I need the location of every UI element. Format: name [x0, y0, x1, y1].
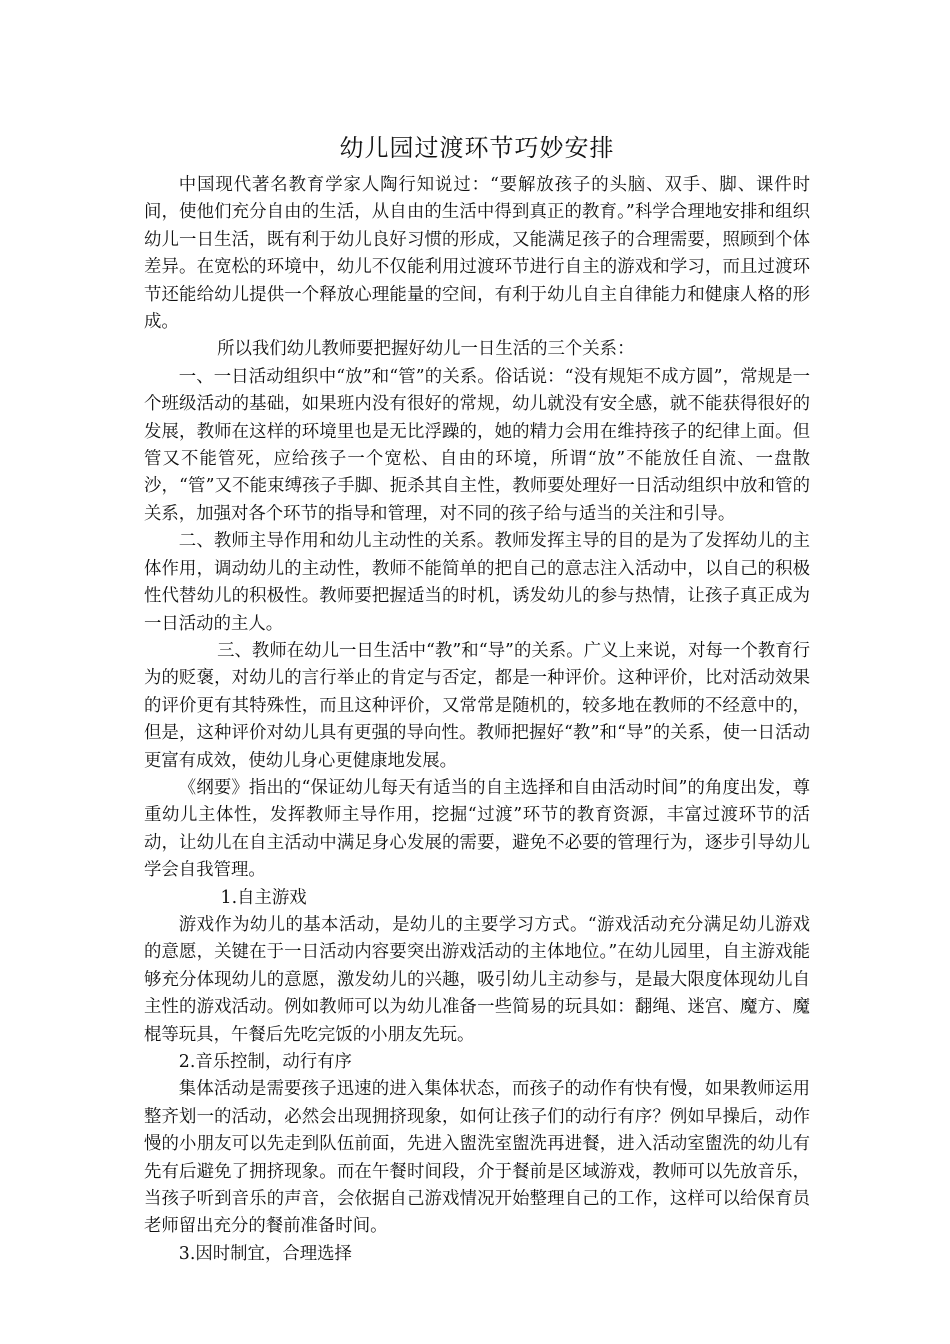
section-heading-2: 2.音乐控制，动行有序	[178, 1052, 352, 1072]
document-page	[144, 128, 810, 1268]
relation-one-paragraph: 一、一日活动组织中“放”和“管”的关系。俗话说：“没有规矩不成方圆”，常规是一个班级活动的基础，如果班内没有很好的常规，幼儿就没有安全感，就不能获得很好的发展，教师在这样的环境里也是无比浮躁的，她的精力会用在维持孩子的纪律上面。但管又不能管死，应给孩子一个宽松、自由的环境，所谓“放”不能放任自流、一盘散沙，“管”又不能束缚孩子手脚、扼杀其自主性，教师要处理好一日活动组织中放和管的关系，加强对各个环节的指导和管理，对不同的孩子给与适当的关注和引导。	[144, 366, 810, 524]
section-heading-3: 3.因时制宜，合理选择	[178, 1243, 352, 1264]
intro-paragraph: 中国现代著名教育学家人陶行知说过：“要解放孩子的头脑、双手、脚、课件时间，使他们充分自由的生活，从自由的生活中得到真正的教育。”科学合理地安排和组织幼儿一日生活，既有利于幼儿良好习惯的形成，又能满足孩子的合理需要，照顾到个体差异。在宽松的环境中，幼儿不仅能利用过渡环节进行自主的游戏和学习，而且过渡环节还能给幼儿提供一个释放心理能量的空间，有利于幼儿自主自律能力和健康人格的形成。	[144, 175, 810, 333]
outline-paragraph: 《纲要》指出的“保证幼儿每天有适当的自主选择和自由活动时间”的角度出发，尊重幼儿主体性，发挥教师主导作用，挖掘“过渡”环节的教育资源，丰富过渡环节的活动，让幼儿在自主活动中满足身心发展的需要，避免不必要的管理行为，逐步引导幼儿学会自我管理。	[144, 777, 810, 881]
section-1-paragraph: 游戏作为幼儿的基本活动，是幼儿的主要学习方式。“游戏活动充分满足幼儿游戏的意愿，关键在于一日活动内容要突出游戏活动的主体地位。”在幼儿园里，自主游戏能够充分体现幼儿的意愿，激发幼儿的兴趣，吸引幼儿主动参与，是最大限度体现幼儿自主性的游戏活动。例如教师可以为幼儿准备一些简易的玩具如：翻绳、迷宫、魔方、魔棍等玩具，午餐后先吃完饭的小朋友先玩。	[144, 914, 810, 1045]
section-2-paragraph: 集体活动是需要孩子迅速的进入集体状态，而孩子的动作有快有慢，如果教师运用整齐划一的活动，必然会出现拥挤现象，如何让孩子们的动行有序？例如早操后，动作慢的小朋友可以先走到队伍前面，先进入盥洗室盥洗再进餐，进入活动室盥洗的幼儿有先有后避免了拥挤现象。而在午餐时间段，介于餐前是区域游戏，教师可以先放音乐，当孩子听到音乐的声音，会依据自己游戏情况开始整理自己的工作，这样可以给保育员老师留出充分的餐前准备时间。	[144, 1079, 810, 1237]
section-heading-1: 1.自主游戏	[220, 887, 307, 908]
document-title: 幼儿园过渡环节巧妙安排	[339, 134, 615, 162]
three-relations-intro: 所以我们幼儿教师要把握好幼儿一日生活的三个关系：	[217, 339, 635, 360]
relation-two-paragraph: 二、教师主导作用和幼儿主动性的关系。教师发挥主导的目的是为了发挥幼儿的主体作用，调动幼儿的主动性，教师不能简单的把自己的意志注入活动中，以自己的积极性代替幼儿的积极性。教师要把握适当的时机，诱发幼儿的参与热情，让孩子真正成为一日活动的主人。	[144, 531, 810, 634]
relation-three-paragraph: 三、教师在幼儿一日生活中“教”和“导”的关系。广义上来说，对每一个教育行为的贬褒，对幼儿的言行举止的肯定与否定，都是一种评价。这种评价，比对活动效果的评价更有其特殊性，而且这种评价，又常常是随机的，较多地在教师的不经意中的，但是，这种评价对幼儿具有更强的导向性。教师把握好“教”和“导”的关系，使一日活动更富有成效，使幼儿身心更健康地发展。	[144, 640, 810, 771]
